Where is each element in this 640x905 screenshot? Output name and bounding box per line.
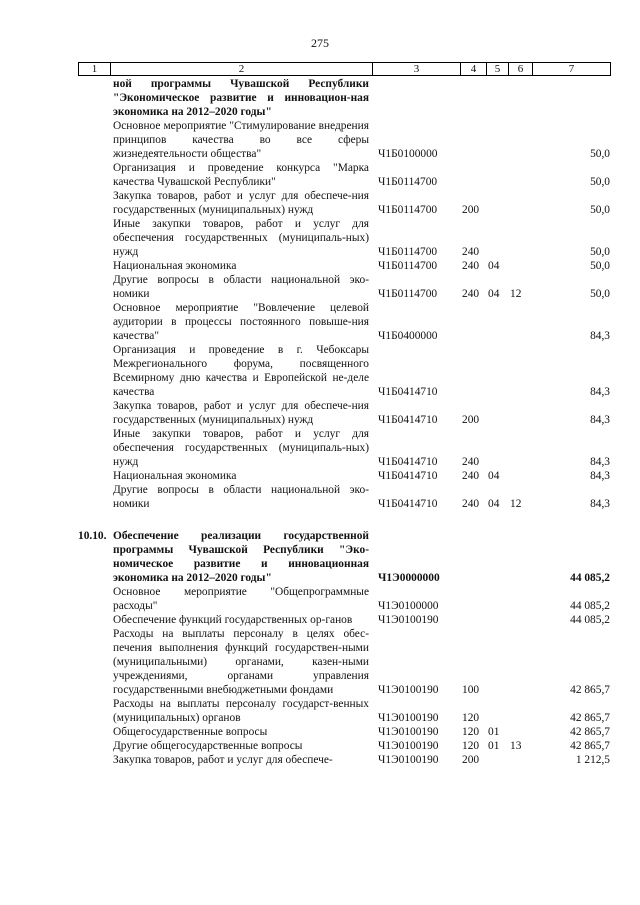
row-name: Закупка товаров, работ и услуг для обеспече-ния государственных (муниципальных) нужд bbox=[113, 190, 369, 216]
row-name: ной программы Чувашской Республики "Экономическое развитие и инновацион-ная экономика на 2012–2020 годы" bbox=[113, 78, 369, 118]
table-row bbox=[78, 739, 610, 753]
row-target-code: Ч1Б0414710 bbox=[378, 386, 438, 398]
row-amount: 42 865,7 bbox=[570, 684, 610, 696]
row-section bbox=[486, 217, 508, 259]
row-section: 04 bbox=[488, 498, 500, 510]
row-name: Общегосударственные вопросы bbox=[113, 726, 268, 738]
row-subsection bbox=[508, 627, 532, 697]
row-number bbox=[78, 739, 110, 753]
row-expense-type: 240 bbox=[462, 498, 480, 510]
row-subsection bbox=[508, 217, 532, 259]
row-expense-type: 200 bbox=[462, 414, 480, 426]
spacer-cell bbox=[78, 511, 610, 529]
row-name: Расходы на выплаты персоналу в целях обес-печения выполнения функций государствен-ными (муниципальными) органами, казен-ными учреждениями, органами управления государственными внебюджетными фондами bbox=[113, 628, 369, 696]
table-row bbox=[78, 119, 610, 161]
budget-table bbox=[78, 77, 610, 767]
row-number bbox=[78, 273, 110, 301]
row-amount: 84,3 bbox=[590, 470, 610, 482]
row-number bbox=[78, 697, 110, 725]
row-number bbox=[78, 399, 110, 427]
row-subsection bbox=[508, 399, 532, 427]
table-row bbox=[78, 77, 610, 119]
row-amount: 84,3 bbox=[590, 498, 610, 510]
row-section bbox=[486, 613, 508, 627]
row-target-code: Ч1Б0114700 bbox=[378, 288, 438, 300]
table-row bbox=[78, 189, 610, 217]
row-name: Другие общегосударственные вопросы bbox=[113, 740, 303, 752]
row-name: Организация и проведение конкурса "Марка качества Чувашской Республики" bbox=[113, 162, 369, 188]
row-subsection bbox=[508, 469, 532, 483]
row-name: Иные закупки товаров, работ и услуг для обеспечения государственных (муниципаль-ных) нужд bbox=[113, 218, 369, 258]
column-header-5: 5 bbox=[487, 63, 509, 76]
column-header-2: 2 bbox=[111, 63, 373, 76]
row-target-code: Ч1Э0000000 bbox=[378, 572, 440, 584]
row-number bbox=[78, 161, 110, 189]
row-section bbox=[486, 427, 508, 469]
table-row bbox=[78, 161, 610, 189]
row-name: Основное мероприятие "Общепрограммные расходы" bbox=[113, 586, 369, 612]
row-section bbox=[486, 399, 508, 427]
row-amount: 50,0 bbox=[590, 246, 610, 258]
row-subsection bbox=[508, 697, 532, 725]
row-name: Обеспечение реализации государственной программы Чувашской Республики "Эко-номическое развитие и инновационная экономика на 2012–2020 годы" bbox=[113, 530, 369, 584]
row-amount: 42 865,7 bbox=[570, 726, 610, 738]
table-row bbox=[78, 273, 610, 301]
row-subsection bbox=[508, 585, 532, 613]
table-row bbox=[78, 399, 610, 427]
row-subsection bbox=[508, 427, 532, 469]
table-row bbox=[78, 697, 610, 725]
row-section bbox=[486, 301, 508, 343]
row-expense-type: 120 bbox=[462, 740, 480, 752]
row-target-code: Ч1Б0400000 bbox=[378, 330, 438, 342]
row-target-code: Ч1Б0114700 bbox=[378, 260, 438, 272]
row-expense-type: 200 bbox=[462, 754, 480, 766]
row-amount: 84,3 bbox=[590, 456, 610, 468]
row-name: Закупка товаров, работ и услуг для обеспече- bbox=[113, 754, 333, 766]
row-expense-type: 120 bbox=[462, 726, 480, 738]
row-name: Другие вопросы в области национальной эко-номики bbox=[113, 274, 369, 300]
column-header-7: 7 bbox=[533, 63, 611, 76]
row-section bbox=[486, 627, 508, 697]
table-row bbox=[78, 483, 610, 511]
row-subsection: 12 bbox=[510, 498, 522, 510]
row-section bbox=[486, 585, 508, 613]
table-row bbox=[78, 343, 610, 399]
page-number: 275 bbox=[311, 36, 329, 50]
row-expense-type bbox=[460, 613, 486, 627]
row-subsection bbox=[508, 259, 532, 273]
row-subsection: 12 bbox=[510, 288, 522, 300]
row-name: Основное мероприятие "Вовлечение целевой аудитории в процессы постоянного повыше-ния качества" bbox=[113, 302, 369, 342]
row-number bbox=[78, 725, 110, 739]
row-target-code: Ч1Б0100000 bbox=[378, 148, 438, 160]
row-target-code: Ч1Э0100190 bbox=[378, 740, 439, 752]
row-number bbox=[78, 753, 110, 767]
row-subsection bbox=[508, 529, 532, 585]
row-expense-type bbox=[460, 529, 486, 585]
row-section: 04 bbox=[488, 470, 500, 482]
row-subsection bbox=[508, 161, 532, 189]
row-amount: 84,3 bbox=[590, 330, 610, 342]
row-number bbox=[78, 585, 110, 613]
row-amount: 42 865,7 bbox=[570, 740, 610, 752]
row-expense-type bbox=[460, 343, 486, 399]
row-subsection bbox=[508, 753, 532, 767]
row-amount: 84,3 bbox=[590, 386, 610, 398]
row-amount: 50,0 bbox=[590, 204, 610, 216]
row-number bbox=[78, 343, 110, 399]
row-target-code: Ч1Э0100190 bbox=[378, 614, 439, 626]
row-subsection bbox=[508, 613, 532, 627]
row-target-code: Ч1Б0414710 bbox=[378, 470, 438, 482]
row-target-code: Ч1Э0100000 bbox=[378, 600, 439, 612]
row-expense-type bbox=[460, 301, 486, 343]
row-name: Обеспечение функций государственных ор-ганов bbox=[113, 614, 353, 626]
table-row bbox=[78, 469, 610, 483]
row-expense-type bbox=[460, 77, 486, 119]
row-number bbox=[78, 483, 110, 511]
row-target-code: Ч1Б0114700 bbox=[378, 246, 438, 258]
row-section bbox=[486, 119, 508, 161]
row-target-code: Ч1Э0100190 bbox=[378, 684, 439, 696]
budget-table-body bbox=[78, 77, 610, 767]
table-row bbox=[78, 613, 610, 627]
row-name: Расходы на выплаты персоналу государст-венных (муниципальных) органов bbox=[113, 698, 369, 724]
row-amount: 1 212,5 bbox=[575, 754, 610, 766]
row-subsection bbox=[508, 343, 532, 399]
row-expense-type bbox=[460, 119, 486, 161]
row-target-code: Ч1Э0100190 bbox=[378, 754, 439, 766]
row-subsection bbox=[508, 189, 532, 217]
column-header-3: 3 bbox=[373, 63, 461, 76]
row-amount: 44 085,2 bbox=[570, 614, 610, 626]
row-section bbox=[486, 753, 508, 767]
row-expense-type: 120 bbox=[462, 712, 480, 724]
row-section bbox=[486, 529, 508, 585]
row-section bbox=[486, 77, 508, 119]
row-number: 10.10. bbox=[78, 530, 107, 542]
table-row bbox=[78, 585, 610, 613]
row-subsection bbox=[508, 725, 532, 739]
row-number bbox=[78, 613, 110, 627]
row-section: 04 bbox=[488, 260, 500, 272]
row-expense-type: 240 bbox=[462, 288, 480, 300]
row-section: 04 bbox=[488, 288, 500, 300]
row-amount bbox=[532, 77, 610, 119]
row-section bbox=[486, 189, 508, 217]
column-number-header bbox=[78, 62, 611, 76]
row-target-code: Ч1Б0414710 bbox=[378, 414, 438, 426]
table-row bbox=[78, 301, 610, 343]
row-expense-type: 240 bbox=[462, 456, 480, 468]
table-row bbox=[78, 753, 610, 767]
table-row bbox=[78, 529, 610, 585]
row-name: Организация и проведение в г. Чебоксары Межрегионального форума, посвященного Всемирному дню качества и Европейской не-деле качества bbox=[113, 344, 369, 398]
column-header-6: 6 bbox=[509, 63, 533, 76]
row-target-code: Ч1Б0414710 bbox=[378, 498, 438, 510]
row-expense-type bbox=[460, 585, 486, 613]
row-number bbox=[78, 259, 110, 273]
row-number bbox=[78, 627, 110, 697]
row-name: Национальная экономика bbox=[113, 260, 237, 272]
table-row bbox=[78, 427, 610, 469]
row-name: Национальная экономика bbox=[113, 470, 237, 482]
row-target-code: Ч1Б0414710 bbox=[378, 456, 438, 468]
row-expense-type: 200 bbox=[462, 204, 480, 216]
row-name: Основное мероприятие "Стимулирование внедрения принципов качества во все сферы жизнедеятельности общества" bbox=[113, 120, 369, 160]
row-number bbox=[78, 427, 110, 469]
row-target-code: Ч1Э0100190 bbox=[378, 726, 439, 738]
row-number bbox=[78, 469, 110, 483]
row-expense-type: 240 bbox=[462, 470, 480, 482]
row-subsection: 13 bbox=[510, 740, 522, 752]
row-amount: 84,3 bbox=[590, 414, 610, 426]
column-header-4: 4 bbox=[461, 63, 487, 76]
row-name: Иные закупки товаров, работ и услуг для обеспечения государственных (муниципаль-ных) нужд bbox=[113, 428, 369, 468]
row-amount: 50,0 bbox=[590, 176, 610, 188]
row-section bbox=[486, 161, 508, 189]
row-amount: 50,0 bbox=[590, 288, 610, 300]
row-target-code: Ч1Б0114700 bbox=[378, 204, 438, 216]
row-number bbox=[78, 77, 110, 119]
row-section: 01 bbox=[488, 726, 500, 738]
row-expense-type: 240 bbox=[462, 260, 480, 272]
row-number bbox=[78, 189, 110, 217]
row-amount: 44 085,2 bbox=[570, 572, 610, 584]
row-amount: 50,0 bbox=[590, 260, 610, 272]
table-row bbox=[78, 259, 610, 273]
column-header-1: 1 bbox=[79, 63, 111, 76]
row-amount: 50,0 bbox=[590, 148, 610, 160]
spacer-row bbox=[78, 511, 610, 529]
row-target-code: Ч1Б0114700 bbox=[378, 176, 438, 188]
row-section bbox=[486, 343, 508, 399]
row-section bbox=[486, 697, 508, 725]
row-expense-type bbox=[460, 161, 486, 189]
row-number bbox=[78, 119, 110, 161]
row-target-code: Ч1Э0100190 bbox=[378, 712, 439, 724]
table-row bbox=[78, 217, 610, 259]
row-amount: 44 085,2 bbox=[570, 600, 610, 612]
row-number bbox=[78, 217, 110, 259]
row-number bbox=[78, 301, 110, 343]
row-name: Другие вопросы в области национальной эко-номики bbox=[113, 484, 369, 510]
table-row bbox=[78, 725, 610, 739]
row-name: Закупка товаров, работ и услуг для обеспече-ния государственных (муниципальных) нужд bbox=[113, 400, 369, 426]
table-row bbox=[78, 627, 610, 697]
row-section: 01 bbox=[488, 740, 500, 752]
row-expense-type: 100 bbox=[462, 684, 480, 696]
row-target-code bbox=[372, 77, 460, 119]
row-amount: 42 865,7 bbox=[570, 712, 610, 724]
row-subsection bbox=[508, 77, 532, 119]
row-subsection bbox=[508, 301, 532, 343]
row-subsection bbox=[508, 119, 532, 161]
row-expense-type: 240 bbox=[462, 246, 480, 258]
